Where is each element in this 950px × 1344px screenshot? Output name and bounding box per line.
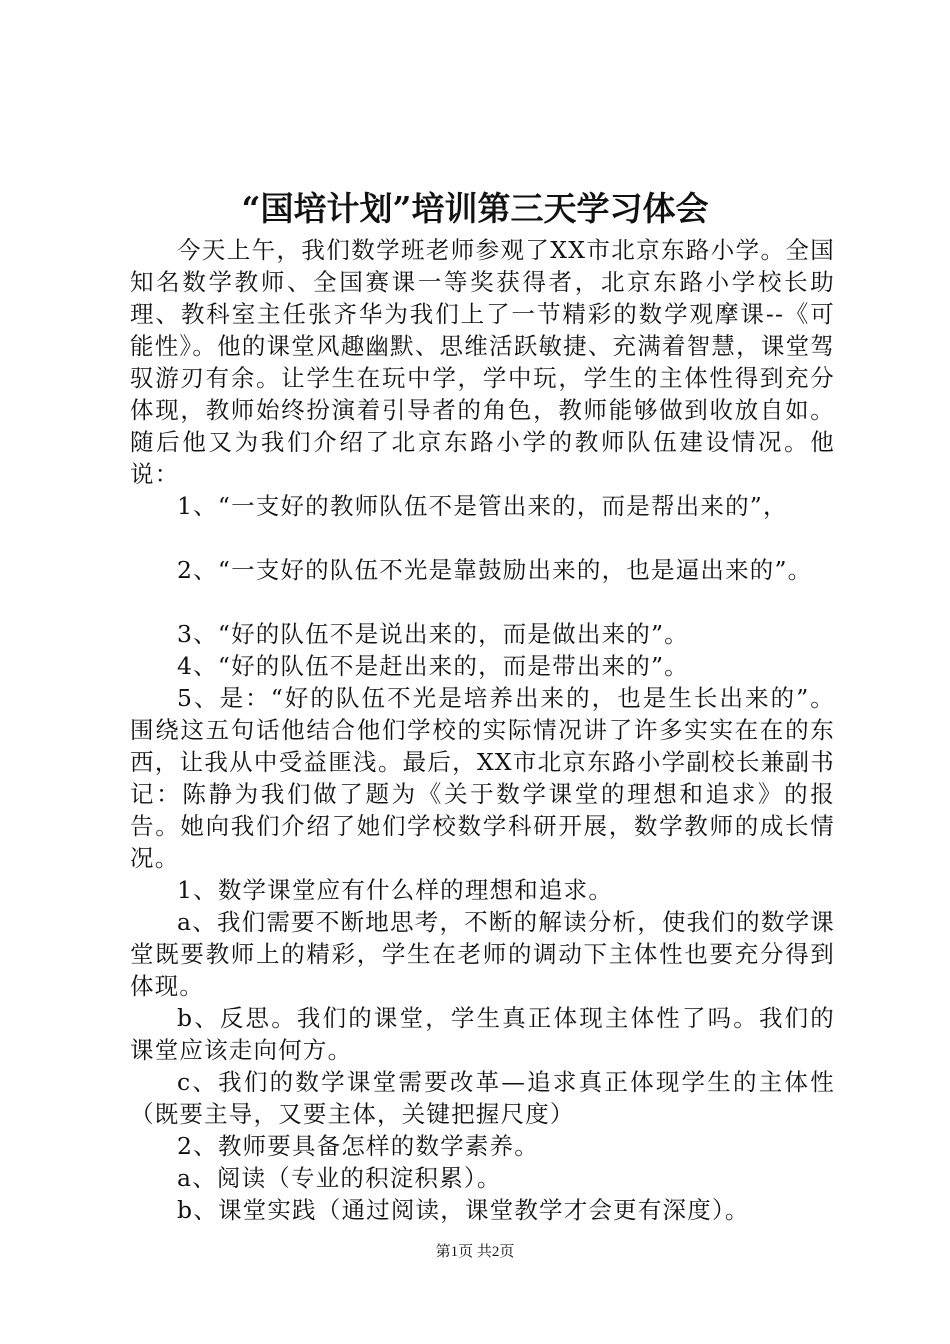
page-number-footer: 第1页 共2页 <box>435 1244 515 1260</box>
paragraph-section-2: 2、教师要具备怎样的数学素养。 <box>177 1132 539 1160</box>
paragraph-point-3: 3、“好的队伍不是说出来的，而是做出来的”。 <box>177 620 689 648</box>
paragraph-item-reading: a、阅读（专业的积淀积累）。 <box>177 1164 502 1192</box>
paragraph-point-2: 2、“一支好的队伍不光是靠鼓励出来的，也是逼出来的”。 <box>177 556 813 584</box>
paragraph-intro: 今天上午，我们数学班老师参观了XX市北京东路小学。全国知名数学教师、全国赛课一等奖获得者，北京东路小学校长助理、教科室主任张齐华为我们上了一节精彩的数学观摩课--《可能性》。他的课堂风趣幽默、思维活跃敏捷、充满着智慧，课堂驾驭游刃有余。让学生在玩中学，学中玩，学生的主体性得到充分体现，教师始终扮演着引导者的角色，教师能够做到收放自如。随后他又为我们介绍了北京东路小学的教师队伍建设情况。他说： <box>130 236 835 488</box>
paragraph-item-practice: b、课堂实践（通过阅读，课堂教学才会更有深度）。 <box>177 1196 750 1224</box>
paragraph-item-c: c、我们的数学课堂需要改革—追求真正体现学生的主体性（既要主导，又要主体，关键把握尺度） <box>130 1068 835 1128</box>
paragraph-point-1: 1、“一支好的教师队伍不是管出来的，而是帮出来的”， <box>177 492 788 520</box>
paragraph-item-b: b、反思。我们的课堂，学生真正体现主体性了吗。我们的课堂应该走向何方。 <box>130 1004 835 1064</box>
paragraph-item-a: a、我们需要不断地思考，不断的解读分析，使我们的数学课堂既要教师上的精彩，学生在老师的调动下主体性也要充分得到体现。 <box>130 908 835 1000</box>
paragraph-point-4: 4、“好的队伍不是赶出来的，而是带出来的”。 <box>177 652 689 680</box>
document-body <box>130 234 835 1226</box>
paragraph-section-1: 1、数学课堂应有什么样的理想和追求。 <box>177 876 614 904</box>
paragraph-point-5: 5、是：“好的队伍不光是培养出来的，也是生长出来的”。围绕这五句话他结合他们学校的实际情况讲了许多实实在在的东西，让我从中受益匪浅。最后，XX市北京东路小学副校长兼副书记：陈静为我们做了题为《关于数学课堂的理想和追求》的报告。她向我们介绍了她们学校数学科研开展，数学教师的成长情况。 <box>130 684 835 872</box>
document-title: “国培计划”培训第三天学习体会 <box>241 189 709 228</box>
